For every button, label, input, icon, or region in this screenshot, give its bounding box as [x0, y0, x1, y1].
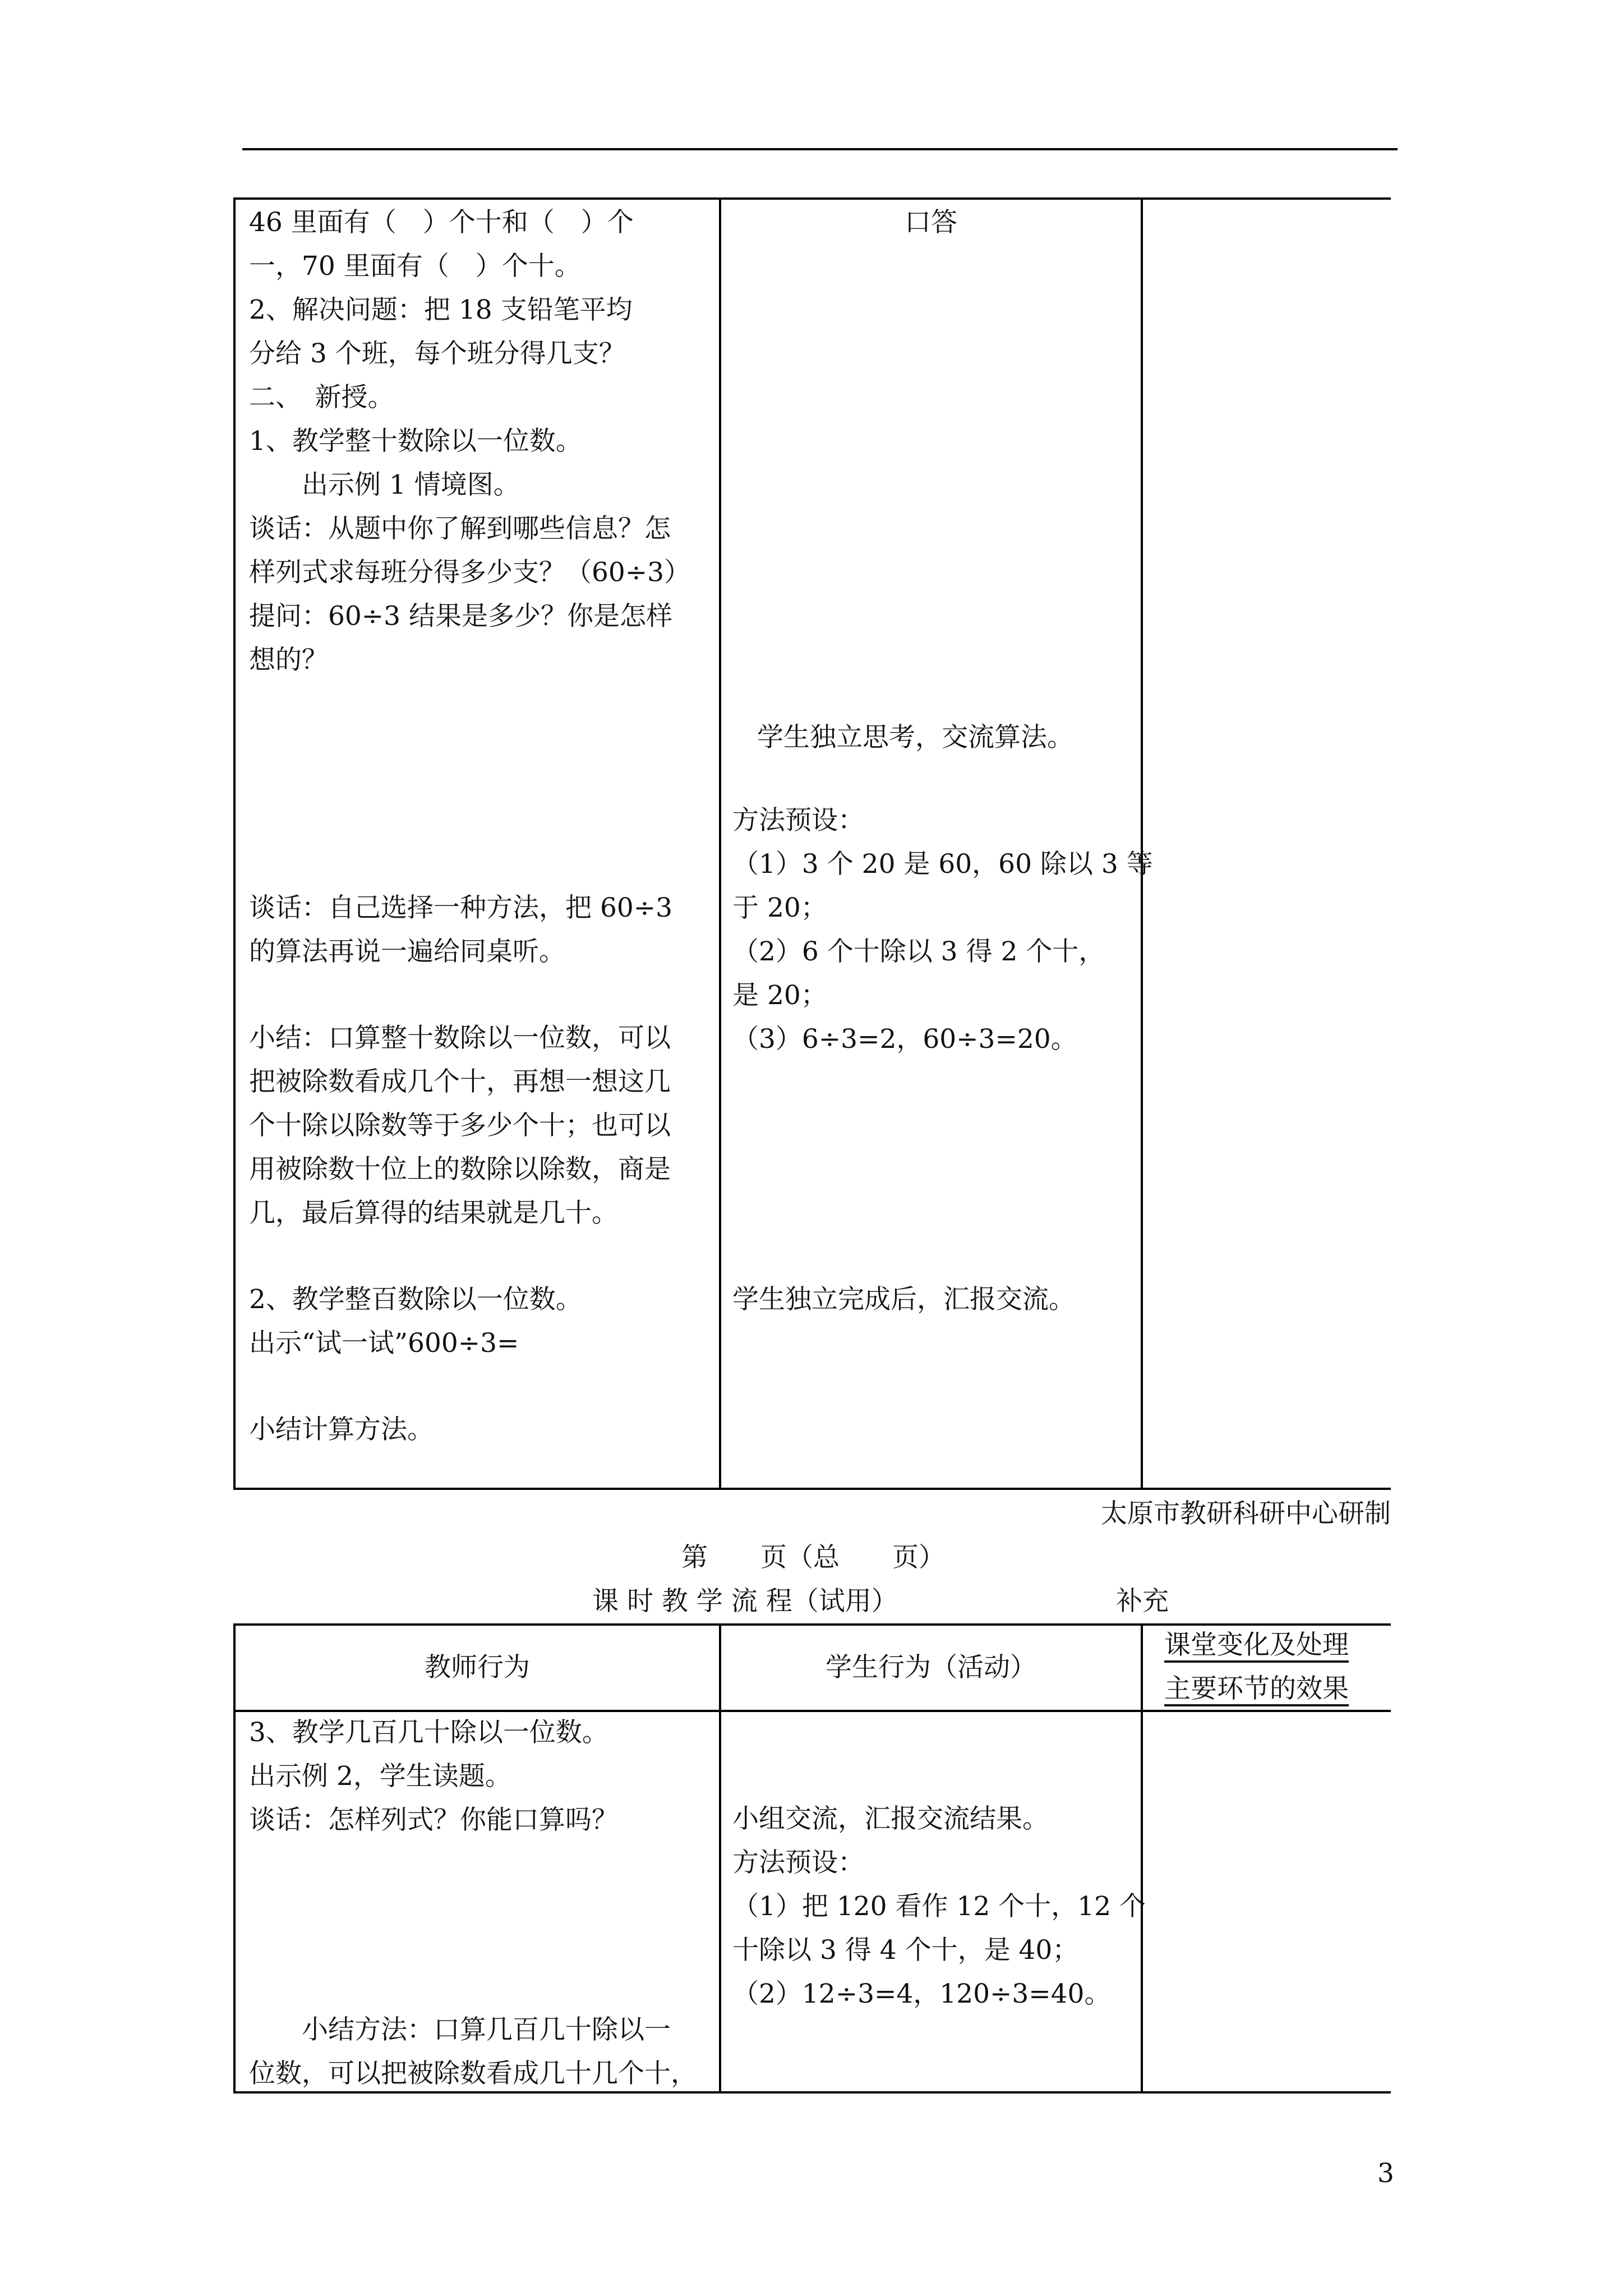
text-line: 小结：口算整十数除以一位数，可以 [249, 1023, 671, 1053]
text-line: （2）6 个十除以 3 得 2 个十， [732, 936, 1105, 967]
text-line: 把被除数看成几个十，再想一想这几 [249, 1066, 671, 1097]
student-oral-answer: 口答 [905, 207, 957, 238]
text-line: 几，最后算得的结果就是几十。 [249, 1198, 618, 1228]
header-line: 主要环节的效果 [1164, 1673, 1349, 1704]
text-line: （1）3 个 20 是 60，60 除以 3 等 [732, 849, 1153, 880]
teacher-summary-block [249, 1016, 671, 1235]
text-line: （2）12÷3=4，120÷3=40。 [732, 1978, 1111, 2009]
teacher-intro-block [249, 201, 690, 682]
text-line: 样列式求每班分得多少支？（60÷3） [249, 557, 691, 588]
text-line: （3）6÷3=2，60÷3=20。 [732, 1024, 1077, 1055]
teacher-part2-block [249, 1278, 582, 1365]
text-line: 谈话：自己选择一种方法，把 60÷3 [249, 892, 673, 923]
flow-title: 课 时 教 学 流 程（试用） [592, 1586, 898, 1617]
text-line: 谈话：怎样列式？你能口算吗？ [249, 1805, 618, 1835]
page-of-total: 第 页（总 页） [681, 1542, 945, 1573]
text-line: 3、教学几百几十除以一位数。 [249, 1717, 608, 1748]
text-line: 方法预设： [732, 1847, 864, 1878]
text-line: 想的？ [249, 645, 328, 675]
student-methods-block [732, 799, 1153, 1061]
text-line: 的算法再说一遍给同桌听。 [249, 936, 565, 967]
text-line: 一，70 里面有（ ）个十。 [249, 251, 581, 282]
header-line: 课堂变化及处理 [1164, 1630, 1349, 1660]
text-line: 于 20； [732, 892, 827, 923]
text-line: 出示例 1 情境图。 [249, 470, 520, 500]
text-line: 2、解决问题：把 18 支铅笔平均 [249, 295, 633, 325]
student-part2: 学生独立完成后，汇报交流。 [732, 1284, 1075, 1315]
student-part3-block [732, 1797, 1146, 2016]
header-teacher-behavior: 教师行为 [425, 1652, 530, 1683]
text-line: 出示“试一试”600÷3= [249, 1328, 519, 1359]
org-credit: 太原市教研科研中心研制 [1101, 1498, 1391, 1529]
teacher-part3-summary [249, 2008, 697, 2096]
text-line: 方法预设： [732, 805, 864, 836]
text-line: 二、 新授。 [249, 382, 394, 413]
supplement-label: 补充 [1116, 1586, 1169, 1617]
text-line: 谈话：从题中你了解到哪些信息？怎 [249, 513, 671, 544]
table1-left-border [233, 197, 236, 1490]
table1-bottom-border [233, 1488, 1391, 1490]
table1-col-divider-1 [719, 197, 721, 1490]
header-class-changes [1164, 1623, 1349, 1711]
text-line: 1、教学整十数除以一位数。 [249, 426, 582, 457]
table2-col-divider-1 [719, 1623, 721, 2093]
text-line: 十除以 3 得 4 个十，是 40； [732, 1935, 1079, 1966]
text-line: 小结方法：口算几百几十除以一 [249, 2014, 671, 2045]
text-line: （1）把 120 看作 12 个十，12 个 [732, 1891, 1146, 1922]
student-think: 学生独立思考，交流算法。 [757, 722, 1073, 753]
text-line: 个十除以除数等于多少个十；也可以 [249, 1110, 671, 1141]
text-line: 分给 3 个班，每个班分得几支？ [249, 338, 625, 369]
header-rule [242, 148, 1398, 150]
teacher-part2-summary: 小结计算方法。 [249, 1414, 434, 1445]
table1-top-border [233, 197, 1391, 200]
header-student-behavior: 学生行为（活动） [826, 1652, 1036, 1683]
text-line: 2、教学整百数除以一位数。 [249, 1284, 582, 1315]
page-number: 3 [1377, 2158, 1394, 2189]
text-line: 小组交流，汇报交流结果。 [732, 1803, 1049, 1834]
text-line: 位数，可以把被除数看成几十几个十， [249, 2058, 697, 2089]
teacher-part3-block [249, 1711, 618, 1842]
text-line: 提问：60÷3 结果是多少？你是怎样 [249, 601, 673, 632]
text-line: 用被除数十位上的数除以除数，商是 [249, 1154, 671, 1185]
text-line: 出示例 2，学生读题。 [249, 1761, 511, 1792]
text-line: 是 20； [732, 980, 827, 1011]
text-line: 46 里面有（ ）个十和（ ）个 [249, 207, 634, 238]
teacher-talk-block [249, 886, 672, 974]
table2-left-border [233, 1623, 236, 2093]
